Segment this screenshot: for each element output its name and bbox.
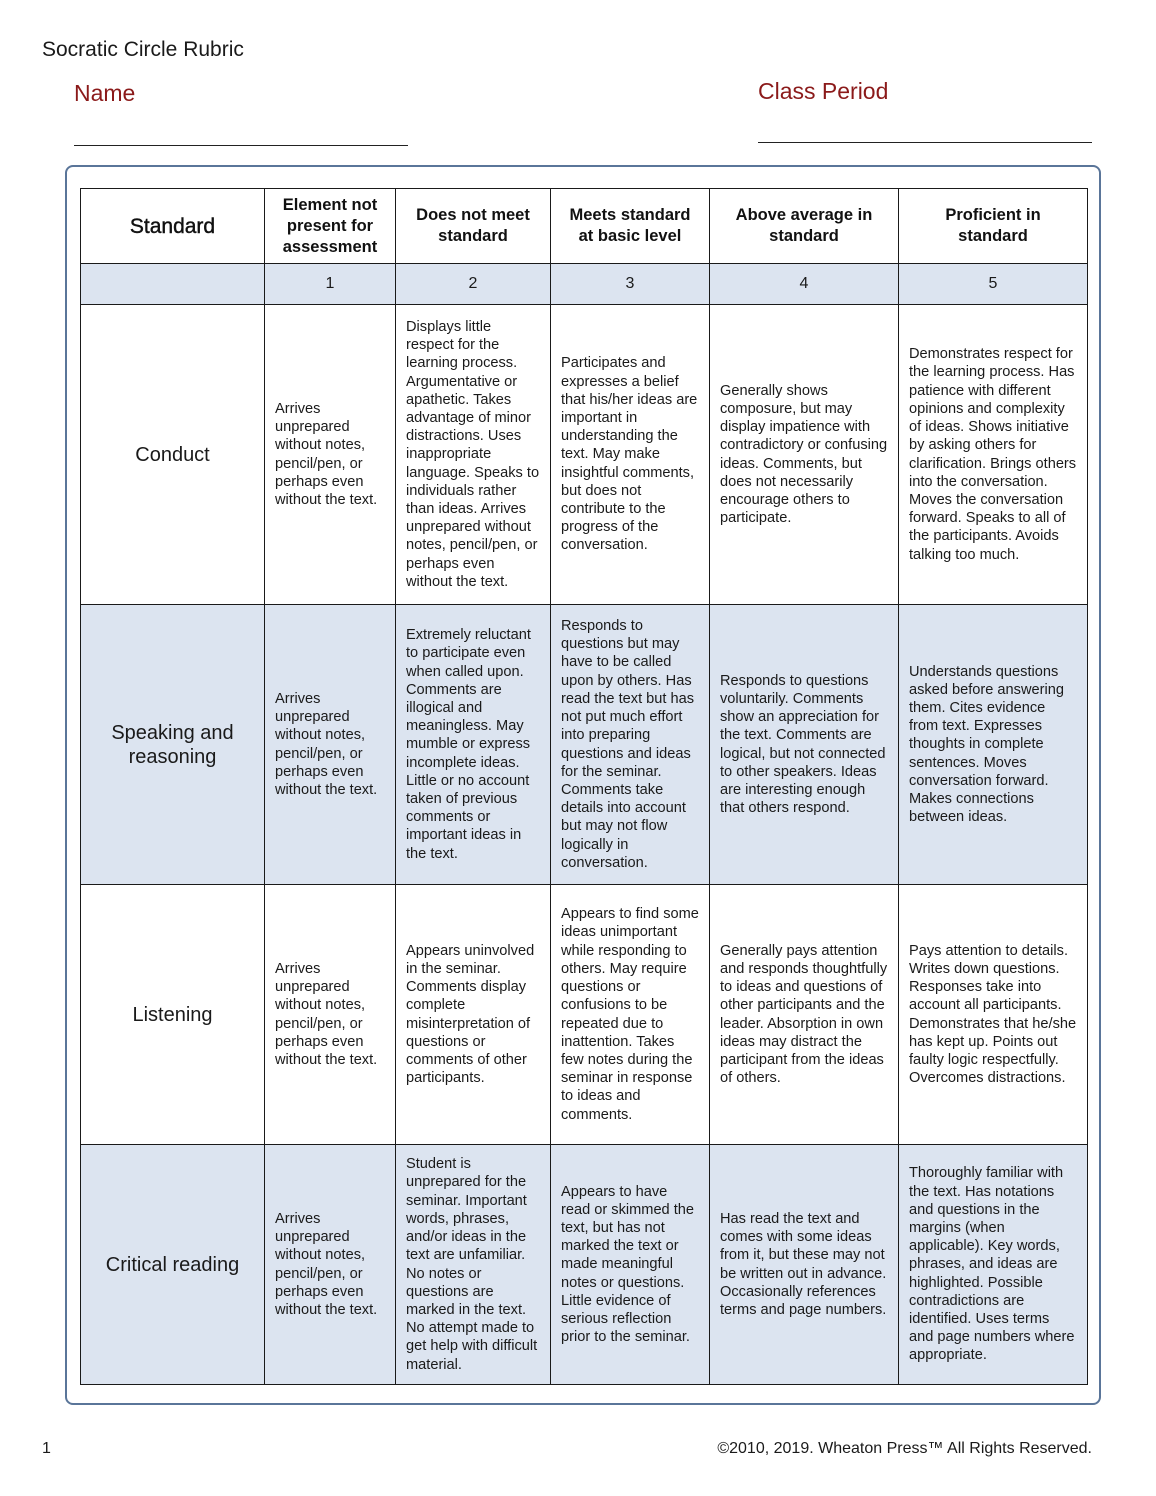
standard-cell: Critical reading <box>81 1145 265 1385</box>
rubric-table <box>80 188 1088 1385</box>
criteria-cell: Understands questions asked before answering them. Cites evidence from text. Expresses thoughts in complete sentences. Moves conversation forward. Makes connections between ideas. <box>899 605 1088 885</box>
score-cell-blank <box>81 264 265 305</box>
name-label: Name <box>74 80 136 106</box>
table-row-speaking <box>81 605 1088 885</box>
score-cell-1: 1 <box>265 264 396 305</box>
score-cell-4: 4 <box>710 264 899 305</box>
class-period-blank-line[interactable] <box>758 142 1092 143</box>
standard-cell: Conduct <box>81 305 265 605</box>
criteria-cell: Arrives unprepared without notes, pencil/pen, or perhaps even without the text. <box>265 885 396 1145</box>
criteria-cell: Responds to questions voluntarily. Comments show an appreciation for the text. Comments are logical, but not connected to other speakers. Ideas are interesting enough that others respond. <box>710 605 899 885</box>
header-proficient: Proficient in standard <box>899 189 1088 264</box>
standard-cell: Listening <box>81 885 265 1145</box>
header-above-average: Above average in standard <box>710 189 899 264</box>
header-meets-basic: Meets standard at basic level <box>551 189 710 264</box>
criteria-cell: Responds to questions but may have to be called upon by others. Has read the text but has not put much effort into preparing questions and ideas for the seminar. Comments take details into account but may not flow logically in conversation. <box>551 605 710 885</box>
criteria-cell: Displays little respect for the learning process. Argumentative or apathetic. Takes advantage of minor distractions. Uses inappropriate language. Speaks to individuals rather than ideas. Arrives unprepared without notes, pencil/pen, or perhaps even without the text. <box>396 305 551 605</box>
document-title: Socratic Circle Rubric <box>42 38 244 61</box>
header-standard: Standard <box>81 189 265 264</box>
score-cell-3: 3 <box>551 264 710 305</box>
criteria-cell: Generally pays attention and responds thoughtfully to ideas and questions of other participants and the leader. Absorption in own ideas may distract the participant from the ideas of others. <box>710 885 899 1145</box>
criteria-cell: Arrives unprepared without notes, pencil/pen, or perhaps even without the text. <box>265 305 396 605</box>
criteria-cell: Thoroughly familiar with the text. Has notations and questions in the margins (when applicable). Key words, phrases, and ideas are highlighted. Possible contradictions are identified. Uses terms and page numbers where appropriate. <box>899 1145 1088 1385</box>
criteria-cell: Participates and expresses a belief that his/her ideas are important in understanding the text. May make insightful comments, but does not contribute to the progress of the conversation. <box>551 305 710 605</box>
criteria-cell: Extremely reluctant to participate even when called upon. Comments are illogical and meaningless. May mumble or express incomplete ideas. Little or no account taken of previous comments or important ideas in the text. <box>396 605 551 885</box>
criteria-cell: Arrives unprepared without notes, pencil/pen, or perhaps even without the text. <box>265 605 396 885</box>
name-blank-line[interactable] <box>74 145 408 146</box>
criteria-cell: Arrives unprepared without notes, pencil/pen, or perhaps even without the text. <box>265 1145 396 1385</box>
class-period-label: Class Period <box>758 78 889 104</box>
criteria-cell: Student is unprepared for the seminar. Important words, phrases, and/or ideas in the text are unfamiliar. No notes or questions are marked in the text. No attempt made to get help with difficult material. <box>396 1145 551 1385</box>
score-row <box>81 264 1088 305</box>
criteria-cell: Pays attention to details. Writes down questions. Responses take into account all participants. Demonstrates that he/she has kept up. Points out faulty logic respectfully. Overcomes distractions. <box>899 885 1088 1145</box>
criteria-cell: Appears to find some ideas unimportant while responding to others. May require questions or confusions to be repeated due to inattention. Takes few notes during the seminar in response to ideas and comments. <box>551 885 710 1145</box>
copyright-notice: ©2010, 2019. Wheaton Press™ All Rights Reserved. <box>717 1440 1092 1457</box>
score-cell-2: 2 <box>396 264 551 305</box>
table-row-conduct <box>81 305 1088 605</box>
table-row-critical-reading <box>81 1145 1088 1385</box>
criteria-cell: Appears uninvolved in the seminar. Comments display complete misinterpretation of questions or comments of other participants. <box>396 885 551 1145</box>
standard-cell: Speaking and reasoning <box>81 605 265 885</box>
header-element-not-present: Element not present for assessment <box>265 189 396 264</box>
score-cell-5: 5 <box>899 264 1088 305</box>
page-number: 1 <box>42 1440 51 1457</box>
criteria-cell: Demonstrates respect for the learning process. Has patience with different opinions and complexity of ideas. Shows initiative by asking others for clarification. Brings others into the conversation. Moves the conversation forward. Speaks to all of the participants. Avoids talking too much. <box>899 305 1088 605</box>
criteria-cell: Generally shows composure, but may display impatience with contradictory or confusing ideas. Comments, but does not necessarily encourage others to participate. <box>710 305 899 605</box>
header-does-not-meet: Does not meet standard <box>396 189 551 264</box>
criteria-cell: Has read the text and comes with some ideas from it, but these may not be written out in advance. Occasionally references terms and page numbers. <box>710 1145 899 1385</box>
table-row-listening <box>81 885 1088 1145</box>
criteria-cell: Appears to have read or skimmed the text, but has not marked the text or made meaningful notes or questions. Little evidence of serious reflection prior to the seminar. <box>551 1145 710 1385</box>
header-row <box>81 189 1088 264</box>
